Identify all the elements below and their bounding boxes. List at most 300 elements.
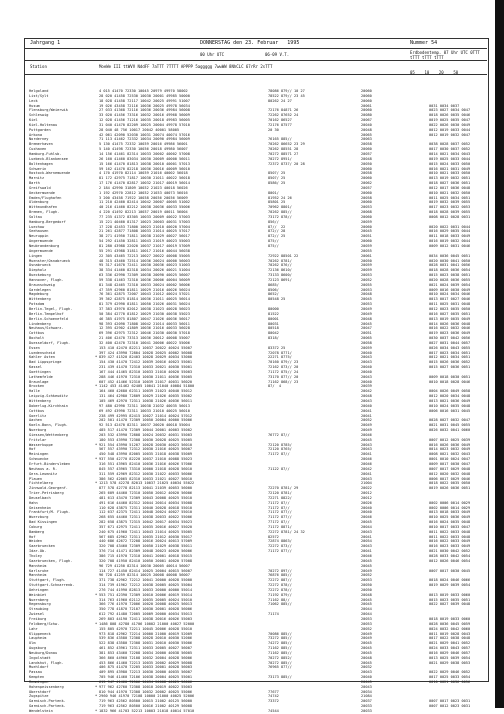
soil-temperatures: 0006 0017 0029 0046 bbox=[429, 476, 471, 481]
synop-codes: 81 280 43988 22020 10037 21017 40019 57009 bbox=[99, 244, 190, 248]
cloud-codes: 71172 87// bbox=[268, 505, 290, 510]
station-name: Klippeneck bbox=[29, 631, 51, 636]
station-name: Goettingen bbox=[29, 369, 51, 374]
extreme-codes: 20041 bbox=[361, 408, 372, 413]
soil-temperatures: 0021 0031 0045 0055 bbox=[429, 423, 471, 428]
extreme-codes: 20060 bbox=[361, 190, 372, 195]
soil-temperatures: 0023 0027 0034 0047 bbox=[429, 108, 471, 113]
cloud-codes: 82572 bbox=[268, 534, 279, 539]
synop-codes: 95 317 41670 72411 10030 20036 40023 51003 bbox=[99, 263, 190, 268]
issue-date: DONNERSTAG den 23. Februar 1995 bbox=[200, 40, 300, 46]
cloud-codes: 71192 879// bbox=[268, 592, 292, 597]
extreme-codes: 20048 bbox=[361, 127, 372, 132]
extreme-codes: 20040 bbox=[361, 369, 372, 374]
station-name: Lingen bbox=[29, 253, 42, 258]
synop-codes: 17 176 41470 82817 10032 21017 40019 56014 bbox=[99, 181, 190, 186]
station-name: Lindenberg bbox=[29, 321, 51, 326]
station-name: Mannheim bbox=[29, 563, 47, 568]
synop-codes: 76 361 42875 72007 10043 21012 40024 57021 bbox=[99, 292, 190, 297]
synop-codes: 705 946 41460 72106 10038 20004 40025 55001 bbox=[99, 675, 193, 680]
extreme-codes: 20045 bbox=[361, 641, 372, 646]
station-name: Kiel bbox=[29, 118, 38, 123]
soil-temperatures: 0014 0023 0032 0049 bbox=[429, 447, 471, 452]
column-rule-bottom bbox=[24, 74, 487, 75]
synop-codes: 366 860 44960 72108 10032 20004 40028 56006 bbox=[99, 655, 193, 660]
extreme-codes: 20062 bbox=[361, 181, 372, 186]
station-name: Doberlug-Kirchhain bbox=[29, 403, 68, 408]
cloud-codes: 72272 887// bbox=[268, 578, 292, 583]
cloud-codes: 70272 885// bbox=[268, 660, 292, 665]
extreme-codes: 20065 bbox=[361, 132, 372, 137]
synop-codes: 440 686 42672 72208 10016 20024 40013 57009 bbox=[99, 539, 193, 544]
cloud-codes: 70272 8852/ bbox=[268, 655, 292, 660]
extreme-codes: 20022 bbox=[361, 486, 372, 491]
cloud-codes: 72271 8822/ bbox=[268, 495, 292, 500]
synop-codes: 21 261 42877 71808 10033 21014 40025 57017 bbox=[99, 229, 190, 234]
station-name: Marnitz bbox=[29, 176, 45, 181]
extreme-codes: 20049 bbox=[361, 428, 372, 433]
cloud-codes: 71174 bbox=[268, 612, 279, 617]
cloud-codes: 74272 885// bbox=[268, 641, 292, 646]
extreme-codes: 20060 bbox=[361, 200, 372, 205]
station-name: Neuruppin bbox=[29, 234, 49, 239]
station-name: Aachen bbox=[29, 418, 42, 423]
synop-codes: 40 216 41460 82212 10038 20036 40033 55006 bbox=[99, 205, 190, 210]
synop-codes: 366 776 41970 72006 10020 20008 40025 56013 bbox=[99, 602, 193, 607]
soil-temperatures: 0002 0006 0014 0029 bbox=[429, 505, 471, 510]
soil-temperatures: 0020 0030 0041 0050 bbox=[429, 258, 471, 263]
station-name: Bremerhaven bbox=[29, 142, 53, 147]
station-name: Bad Lippspringe bbox=[29, 360, 62, 365]
station-name: Weiden bbox=[29, 539, 42, 544]
volume-label: Jahrgang 1 bbox=[30, 40, 61, 46]
station-name: Wittenberg bbox=[29, 399, 51, 403]
station-name: Nuerburg bbox=[29, 428, 47, 433]
cloud-codes: 72922 88501 22 bbox=[268, 253, 299, 258]
extreme-codes: 20050 bbox=[361, 161, 372, 166]
soil-temperatures: 0026 0032 0041 0060 bbox=[429, 428, 471, 433]
synop-codes: 320 708 41950 82410 10050 20001 40020 57008 bbox=[99, 558, 193, 563]
extreme-codes: 20048 bbox=[361, 394, 372, 399]
soil-temperatures: 0002 0006 0014 0029 bbox=[429, 500, 471, 505]
station-name: Zugspitze bbox=[29, 694, 49, 699]
cloud-codes: 71172 87// bbox=[268, 500, 290, 505]
station-name: Hannover, Flugh. bbox=[29, 277, 64, 282]
synop-codes: 63 336 42990 72309 10038 20090 40025 56007 bbox=[99, 273, 190, 278]
station-name: Norderney bbox=[29, 137, 49, 142]
extreme-codes: 20032 bbox=[361, 665, 372, 670]
soil-temperatures: 0019 0029 0039 0054 bbox=[429, 583, 471, 588]
soil-temperatures: 0018 0026 0035 0046 bbox=[429, 113, 471, 118]
synop-codes: 386 715 41970 72310 10041 20001 40018 55015 bbox=[99, 554, 193, 558]
soil-temperatures: 0011 0025 0034 0051 bbox=[429, 195, 471, 200]
soil-temperatures: 0016 0029 0046 0057 bbox=[429, 650, 471, 655]
station-name: Magdeburg bbox=[29, 292, 49, 297]
extreme-codes: 20052 bbox=[361, 277, 372, 282]
synop-codes: 55 291 43988 31811 10017 21016 40044 56038 bbox=[99, 248, 190, 253]
cloud-codes: 71162 885// bbox=[268, 646, 292, 651]
station-name: Bamberg bbox=[29, 529, 45, 534]
synop-codes: 839 427 41520 82403 10028 20029 40034 53000 bbox=[99, 355, 193, 360]
extreme-codes: 20059 bbox=[361, 268, 372, 273]
station-name: Braunschweig bbox=[29, 282, 55, 287]
synop-codes: 845 557 43965 73310 10000 21018 40028 56010 bbox=[99, 466, 193, 471]
extreme-codes: 20043 bbox=[361, 360, 372, 365]
synop-codes: 17 228 42453 71800 10023 21010 40020 57004 bbox=[99, 224, 190, 229]
soil-temperatures: 0007 0012 0023 0031 bbox=[429, 704, 471, 709]
soil-temperatures: 0021 0030 0042 0052 bbox=[429, 549, 471, 554]
cloud-codes: 76772 87// bbox=[268, 432, 290, 437]
soil-temperatures: 0012 0020 0034 0048 bbox=[429, 394, 471, 399]
synop-codes: 203 532 43990 72808 10024 20032 40031 55003 bbox=[99, 432, 193, 437]
synop-codes: 386 562 42065 82310 10033 21021 40027 56010 bbox=[99, 476, 193, 481]
station-name: Weinbiet bbox=[29, 592, 47, 597]
station-name: Lahr bbox=[29, 626, 38, 631]
extreme-codes: 20052 bbox=[361, 573, 372, 578]
cloud-codes: 73133 8600/ bbox=[268, 273, 292, 278]
station-name: Bad Kissingen bbox=[29, 520, 58, 525]
mountain-marker: * bbox=[95, 621, 98, 626]
synop-codes: 21 406 42470 73313 10036 20012 40008 55007 bbox=[99, 336, 190, 341]
extreme-codes: 20057 bbox=[361, 185, 372, 190]
extreme-codes: 20065 bbox=[361, 336, 372, 341]
station-name: Kahler Asten bbox=[29, 355, 55, 360]
synop-codes: 567 557 43990 72312 10030 21016 40025 56007 bbox=[99, 447, 193, 452]
synop-codes: 553 751 42390 72309 10010 20006 40019 55014 bbox=[99, 592, 193, 597]
soil-temperatures: 0016 0029 0035 0044 bbox=[429, 229, 471, 234]
station-name: Halle bbox=[29, 389, 40, 394]
extreme-codes: 20060 bbox=[361, 166, 372, 171]
extreme-codes: 20045 bbox=[361, 660, 372, 665]
cloud-codes: 80548 25 bbox=[268, 297, 286, 302]
station-name: Wittmundhafen bbox=[29, 205, 58, 210]
soil-depth-header: 05 10 20 50 bbox=[410, 70, 459, 75]
cloud-codes: 76876 885// bbox=[268, 573, 292, 578]
synop-codes: 481 613 43470 72309 10043 20008 40025 55010 bbox=[99, 495, 193, 500]
station-name: Mannheim bbox=[29, 573, 47, 578]
cloud-codes: 70160 879// 23 bbox=[268, 360, 299, 365]
soil-temperatures: 0026 0034 0043 0055 bbox=[429, 345, 471, 350]
soil-temperatures: 0019 0023 0036 0049 bbox=[429, 331, 471, 336]
extreme-codes: 20068 bbox=[361, 210, 372, 215]
station-name: Hohenpeissenberg bbox=[29, 684, 64, 689]
scan-edge bbox=[495, 0, 504, 708]
synop-codes: 240 675 41960 72411 10043 21014 40025 55005 bbox=[99, 529, 193, 534]
extreme-codes: 20053 bbox=[361, 287, 372, 292]
cloud-codes: 72078 8771/ bbox=[268, 350, 292, 355]
soil-temperatures: 0017 0023 0032 0053 bbox=[429, 205, 471, 210]
station-name: Freiburg bbox=[29, 616, 47, 621]
cloud-codes: 71162 868// 23 bbox=[268, 379, 299, 384]
extreme-codes: 20043 bbox=[361, 476, 372, 481]
extreme-codes: 20046 bbox=[361, 461, 372, 466]
synop-codes: 288 446 41970 72310 10030 21011 40036 55005 bbox=[99, 374, 193, 379]
station-name: Helgoland bbox=[29, 89, 49, 93]
station-name: Berlin-Tegel, Flugh. bbox=[29, 306, 73, 311]
station-name: Osnabrueck bbox=[29, 263, 51, 268]
extreme-codes: 20053 bbox=[361, 302, 372, 307]
cloud-codes: 77172 87// bbox=[268, 520, 290, 525]
cloud-codes: 72270 8781/ 29 bbox=[268, 486, 299, 491]
synop-codes: 153 410 42470 82211 10037 20022 40024 55007 bbox=[99, 345, 193, 350]
extreme-codes: 20049 bbox=[361, 636, 372, 641]
soil-temperatures: 0012 0021 0034 0051 bbox=[429, 355, 471, 360]
cloud-codes: 73170 877// 20 bbox=[268, 374, 299, 379]
synop-codes: 180 553 43990 72308 10030 20028 40025 55005 bbox=[99, 437, 193, 442]
extreme-codes: 20040 bbox=[361, 350, 372, 355]
synop-codes: 12 395 42902 41809 10036 21016 40033 56028 bbox=[99, 326, 190, 331]
station-name: Wuerzburg bbox=[29, 515, 49, 520]
cloud-codes: 70262 86652 23 29 bbox=[268, 142, 305, 147]
cloud-codes: 8685/ bbox=[268, 282, 279, 287]
synop-codes: 973 818 42962 72214 10000 21000 40019 52009 bbox=[99, 631, 193, 636]
cloud-codes: 73272 885// bbox=[268, 636, 292, 641]
synop-codes: 2 184 42990 31809 10032 21023 40018 56026 bbox=[99, 185, 188, 190]
station-name: Muenster/Osnabrueck bbox=[29, 258, 71, 263]
extreme-codes: 20043 bbox=[361, 355, 372, 360]
synop-codes: 522 838 43580 72308 10031 20010 40030 55006 bbox=[99, 641, 193, 646]
soil-temperatures: 0006 0016 0031 0045 bbox=[429, 408, 471, 413]
soil-temperatures: 0012 0017 0036 0048 bbox=[429, 185, 471, 190]
soil-temperatures: 0020 0028 0036 0055 bbox=[429, 277, 471, 282]
soil-temperatures: 0009 0012 0031 0046 bbox=[429, 244, 471, 248]
cloud-codes: 70272 8951/ bbox=[268, 156, 292, 161]
station-name: Duesseldorf, Flugh. bbox=[29, 340, 71, 345]
extreme-codes: 20049 bbox=[361, 311, 372, 316]
synop-codes: 357 671 42975 72411 10035 20016 40027 55020 bbox=[99, 524, 193, 529]
cloud-codes: 70272 897// bbox=[268, 568, 292, 573]
station-name: Garmisch-Partenk. bbox=[29, 699, 66, 704]
soil-temperatures: 0019 0025 0033 0044 bbox=[429, 156, 471, 161]
cloud-codes: 72120 8785/ bbox=[268, 442, 292, 447]
extreme-codes: 20045 bbox=[361, 297, 372, 302]
station-name: Luedenscheid bbox=[29, 350, 55, 355]
extreme-codes: 20058 bbox=[361, 142, 372, 147]
station-name: Zwiesel bbox=[29, 612, 45, 617]
extreme-codes: 20053 bbox=[361, 273, 372, 278]
synop-codes: 238 499 42995 82415 10027 21014 40024 57012 bbox=[99, 413, 193, 418]
extreme-codes: 20040 bbox=[361, 510, 372, 515]
cloud-codes: 71172 875// 24 bbox=[268, 369, 299, 374]
soil-temperatures: 0016 0022 0033 0049 bbox=[429, 539, 471, 544]
cloud-codes: 72262 87652 24 bbox=[268, 113, 299, 118]
synop-codes: 164 460 42680 62311 10039 21023 40040 55012 bbox=[99, 389, 193, 394]
synop-codes: 612 792 41480 72005 10009 20000 40034 55013 bbox=[99, 612, 193, 617]
extreme-codes: 20060 bbox=[361, 239, 372, 244]
station-name: Luechow bbox=[29, 224, 45, 229]
soil-temperatures: 0015 0023 0038 0051 bbox=[429, 273, 471, 278]
cloud-codes: 72120 8781/ bbox=[268, 491, 292, 496]
extreme-codes: 20067 bbox=[361, 118, 372, 123]
station-name: Bocholt bbox=[29, 336, 45, 341]
soil-temperatures: 0016 0022 0032 0046 bbox=[429, 326, 471, 331]
extreme-codes: 20059 bbox=[361, 345, 372, 350]
cloud-codes: 71172 8871/ bbox=[268, 524, 292, 529]
extreme-codes: 20046 bbox=[361, 457, 372, 462]
station-name: Wittenberg bbox=[29, 297, 51, 302]
extreme-codes: 20045 bbox=[361, 563, 372, 568]
synop-codes: 1213 578 42278 82013 10037 21025 40034 55022 bbox=[99, 481, 195, 486]
soil-temperatures: 0012 0020 0032 0048 bbox=[429, 471, 471, 476]
extreme-codes: 20043 bbox=[361, 374, 372, 379]
cloud-codes: 70086 885// bbox=[268, 631, 292, 636]
cloud-codes: 8506/ bbox=[268, 287, 279, 292]
station-name: Neuhaus a. R. bbox=[29, 466, 58, 471]
extreme-codes: 20040 bbox=[361, 122, 372, 127]
synop-codes: 276 744 41990 82813 10033 20000 40000 55014 bbox=[99, 587, 193, 592]
station-name: Ueckermuende bbox=[29, 190, 55, 195]
station-name: Ulm bbox=[29, 641, 36, 646]
extreme-codes: 20012 bbox=[361, 491, 372, 496]
cloud-codes: 73172 878// bbox=[268, 214, 292, 219]
cloud-codes: 8507/ 25 bbox=[268, 171, 286, 176]
synop-codes: 110 628 43875 72311 10040 20028 40018 55010 bbox=[99, 505, 193, 510]
soil-temperatures: 0012 0019 0032 0047 bbox=[429, 132, 471, 137]
soil-temperatures: 0009 0017 0030 0047 bbox=[429, 461, 471, 466]
extreme-codes: 20037 bbox=[361, 699, 372, 704]
station-name: Emden/Flughafen bbox=[29, 195, 62, 200]
cloud-codes: 72162 873// 20 bbox=[268, 365, 299, 370]
soil-temperatures: 0022 0029 0046 0052 bbox=[429, 670, 471, 675]
synop-codes: 877 578 42778 82113 10041 21039 40053 56000 bbox=[99, 486, 193, 491]
cloud-codes: 71122 87// bbox=[268, 466, 290, 471]
extreme-codes: 20033 bbox=[361, 704, 372, 709]
synop-codes: 48 315 43460 72514 10036 20024 40000 56003 bbox=[99, 258, 190, 263]
cloud-codes: 74544 bbox=[268, 709, 279, 713]
mountain-marker: * bbox=[95, 442, 98, 447]
synop-codes: 98 393 42090 71808 10042 21014 40033 56011 bbox=[99, 321, 190, 326]
station-name: Neubrandenburg bbox=[29, 244, 60, 248]
station-name: Koeln-Bonn, Flugh. bbox=[29, 423, 68, 428]
extreme-codes: 20058 bbox=[361, 171, 372, 176]
extreme-codes: 20045 bbox=[361, 646, 372, 651]
station-name: Saarbruecken, Flugh. bbox=[29, 558, 73, 563]
soil-temperatures: 0004 0026 0049 0058 bbox=[429, 389, 471, 394]
extreme-codes: 20045 bbox=[361, 321, 372, 326]
soil-temperatures: 0018 0027 0036 0051 bbox=[429, 181, 471, 186]
synop-codes: 3 200 43458 71922 10038 20036 20036 56009 bbox=[99, 195, 188, 200]
synop-codes: 376 714 41471 82309 10048 20023 40020 56006 bbox=[99, 549, 193, 554]
extreme-codes: 20058 bbox=[361, 340, 372, 345]
synop-codes: 14 156 41461 82314 10033 20002 40002 57008 bbox=[99, 151, 190, 156]
soil-temperatures: 0021 0029 0038 0053 bbox=[429, 660, 471, 665]
soil-temperatures: 0018 0019 0033 0060 bbox=[429, 616, 471, 621]
cloud-codes: 70962 8801/ bbox=[268, 205, 292, 210]
soil-temperatures: 0011 0018 0033 0049 bbox=[429, 234, 471, 239]
synop-codes: 615 947 41460 72506 10034 20008 40025 56006 bbox=[99, 679, 193, 684]
cloud-codes: 87/ 4 bbox=[268, 384, 281, 389]
extreme-codes: 20049 bbox=[361, 306, 372, 311]
cloud-codes: 80042 bbox=[268, 331, 279, 336]
extreme-codes: 20040 bbox=[361, 365, 372, 370]
station-name: Kassel bbox=[29, 365, 42, 370]
station-name: Plauen bbox=[29, 476, 42, 481]
extreme-codes: 20040 bbox=[361, 379, 372, 384]
extreme-codes: 20048 bbox=[361, 156, 372, 161]
soil-temperatures: 0020 0022 0031 0044 bbox=[429, 224, 471, 229]
synop-codes: 921 554 43990 51207 10028 20030 40023 56010 bbox=[99, 442, 193, 447]
cloud-codes: 78522 879// 23 45 bbox=[268, 93, 305, 98]
synop-codes: 12 028 41456 71216 10035 20018 49983 56005 bbox=[99, 118, 190, 123]
synop-codes: 4 015 41470 72330 10045 20979 49970 58002 bbox=[99, 89, 188, 93]
cloud-codes: 71162 88// bbox=[268, 597, 290, 602]
extreme-codes: 20046 bbox=[361, 554, 372, 558]
extreme-codes: 20041 bbox=[361, 471, 372, 476]
station-name: Schmuecke bbox=[29, 457, 49, 462]
cloud-codes: 875// bbox=[268, 239, 279, 244]
synop-codes: 268 655 44460 72311 10038 20033 40022 55006 bbox=[99, 515, 193, 520]
extreme-codes: 20050 bbox=[361, 587, 372, 592]
synop-codes: 350 778 41870 72107 10030 20001 40028 56006 bbox=[99, 607, 193, 612]
extreme-codes: 20041 bbox=[361, 452, 372, 457]
soil-temperatures: 0028 0033 0042 0054 bbox=[429, 554, 471, 558]
mountain-marker: * bbox=[95, 684, 98, 689]
extreme-codes: 20050 bbox=[361, 583, 372, 588]
extreme-codes: 20054 bbox=[361, 539, 372, 544]
station-name: Frankfurt/M. Flugh. bbox=[29, 510, 71, 515]
station-name: Kempten bbox=[29, 675, 45, 680]
cloud-codes: 71172 877// bbox=[268, 510, 292, 515]
synop-codes: 567 685 42962 72311 10035 21012 40030 55017 bbox=[99, 534, 193, 539]
extreme-codes: 20048 bbox=[361, 655, 372, 660]
synop-codes: 71 113 41462 72332 10034 20090 49984 56009 bbox=[99, 137, 190, 142]
station-name: Memmingen bbox=[29, 679, 49, 684]
soil-temperatures: 0013 0019 0033 0060 bbox=[429, 592, 471, 597]
station-name: Saarbruecken bbox=[29, 544, 55, 549]
synop-codes: 47 359 42960 81811 10029 21016 40026 56024 bbox=[99, 287, 190, 292]
extreme-codes: 20045 bbox=[361, 602, 372, 607]
station-name: Coburg bbox=[29, 524, 42, 529]
station-name: Potsdam bbox=[29, 302, 45, 307]
soil-temperatures: 0024 0033 0043 0057 bbox=[429, 646, 471, 651]
station-name: Bremen, Flugh. bbox=[29, 210, 60, 215]
soil-temperatures: 0027 0031 0044 0057 bbox=[429, 340, 471, 345]
station-name: Landshut, Flugh. bbox=[29, 660, 64, 665]
soil-temperatures: 0018 0028 0036 0054 bbox=[429, 268, 471, 273]
soil-temperatures: 0010 0021 0033 0050 bbox=[429, 171, 471, 176]
extreme-codes: 20039 bbox=[361, 384, 372, 389]
synop-codes: 719 963 42562 80500 10016 21002 40129 56008 bbox=[99, 704, 193, 709]
synop-codes: 59 162 41470 82218 10036 20016 40009 56010 bbox=[99, 166, 190, 171]
soil-temperatures: 0024 0032 0042 0060 bbox=[429, 626, 471, 631]
extreme-codes: 20052 bbox=[361, 626, 372, 631]
extreme-codes: 20059 bbox=[361, 263, 372, 268]
station-name: Berlin-Schoenefeld bbox=[29, 316, 68, 321]
cloud-codes: 70162 86527 bbox=[268, 118, 292, 123]
station-name: Passau bbox=[29, 670, 42, 675]
column-group-header: 00 Uhr UTC 06-09 V.T. bbox=[200, 52, 290, 57]
synop-codes: 4 220 41492 82213 10037 20019 40011 56004 bbox=[99, 210, 188, 215]
synop-codes: 409 895 43980 72213 10030 20000 40035 56007 bbox=[99, 670, 193, 675]
station-name: Idar-Ob. bbox=[29, 549, 47, 554]
soil-temperatures: 0012 0019 0033 0044 bbox=[429, 127, 471, 132]
synop-codes: 11 210 42460 82414 10042 20007 40005 51002 bbox=[99, 200, 190, 205]
station-name: Bueckeburg bbox=[29, 273, 51, 278]
extreme-codes: 20063 bbox=[361, 137, 372, 142]
cloud-codes: 20 30 bbox=[268, 127, 279, 132]
station-name: Berlin-Tempelhof bbox=[29, 311, 64, 316]
extreme-codes: 20060 bbox=[361, 147, 372, 152]
synop-codes: 607 452 41466 52310 10039 21017 40031 56020 bbox=[99, 379, 193, 384]
soil-temperatures: 0018 0022 0035 0050 bbox=[429, 481, 471, 486]
extreme-codes: 20044 bbox=[361, 607, 372, 612]
station-name: Laupheim bbox=[29, 636, 47, 641]
cloud-codes: 72272 878// bbox=[268, 583, 292, 588]
synop-codes: 320 708 43460 72309 10050 21029 40038 55011 bbox=[99, 544, 193, 549]
synop-codes: 269 803 44190 72411 10038 20016 40026 55003 bbox=[99, 616, 193, 621]
station-name: Hamburg-Bergedorf bbox=[29, 219, 66, 224]
mountain-marker: * bbox=[95, 457, 98, 462]
